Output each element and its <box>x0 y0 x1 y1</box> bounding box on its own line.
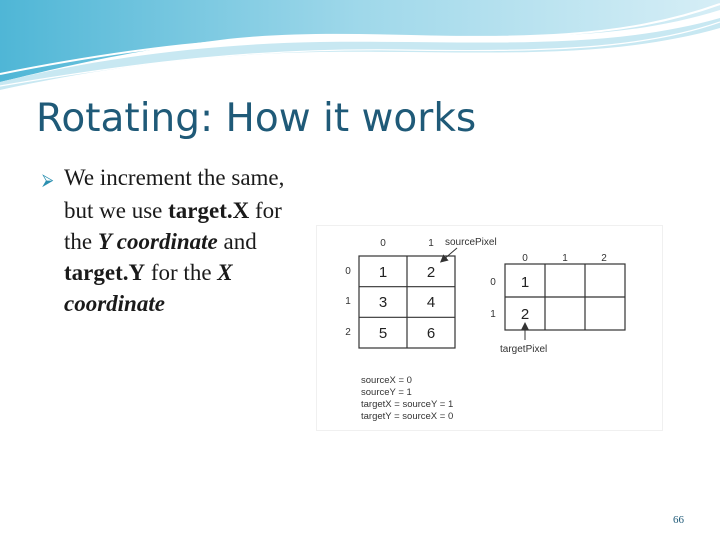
target-cell: 1 <box>520 274 530 291</box>
bullet-bold-target-x: target.X <box>168 198 250 223</box>
header-wave-decoration <box>0 0 720 90</box>
target-row-header: 0 <box>490 277 496 288</box>
bullet-text-segment: the <box>64 229 98 254</box>
bullet-line-2 <box>44 195 344 226</box>
equation-line: targetX = sourceY = 1 <box>361 399 454 410</box>
source-grid <box>345 238 455 348</box>
bullet-line-4 <box>44 257 344 288</box>
bullet-arrow-icon: ⮚ <box>42 170 54 189</box>
source-col-header: 1 <box>428 238 434 249</box>
source-cell: 2 <box>426 264 436 281</box>
page-number: 66 <box>673 514 684 526</box>
bullet-line-5 <box>44 288 344 319</box>
source-cell: 5 <box>378 325 388 342</box>
source-col-header: 0 <box>380 238 386 249</box>
source-cell: 3 <box>378 294 388 311</box>
target-col-header: 1 <box>562 253 568 264</box>
source-cell: 1 <box>378 264 388 281</box>
bullet-text-segment: and <box>217 229 257 254</box>
source-row-header: 2 <box>345 327 351 338</box>
source-row-header: 1 <box>345 296 351 307</box>
bullet-text-segment: but we use <box>64 198 169 223</box>
target-grid <box>490 253 625 330</box>
bullet-text-segment: for <box>249 198 282 223</box>
target-pixel-label: targetPixel <box>500 344 548 355</box>
source-cell: 6 <box>426 325 436 342</box>
bullet-line-1 <box>44 162 344 195</box>
equation-line: targetY = sourceX = 0 <box>361 411 454 422</box>
rotation-diagram-svg <box>317 226 664 432</box>
bullet-bold-italic-x: X <box>217 260 233 285</box>
bullet-line-1-text: We increment the same, <box>64 165 285 190</box>
source-pixel-label: sourcePixel <box>445 237 497 248</box>
bullet-line-3 <box>44 226 344 257</box>
target-row-header: 1 <box>490 309 496 320</box>
rotation-diagram <box>316 225 663 431</box>
target-col-header: 2 <box>601 253 607 264</box>
target-cell: 2 <box>520 306 530 323</box>
target-col-header: 0 <box>522 253 528 264</box>
bullet-bold-target-y: target.Y <box>64 260 146 285</box>
equation-line: sourceX = 0 <box>361 375 412 386</box>
slide-title: Rotating: How it works <box>36 96 477 141</box>
bullet-text-segment: for the <box>145 260 218 285</box>
source-cell: 4 <box>426 294 436 311</box>
source-row-header: 0 <box>345 266 351 277</box>
bullet-text <box>44 162 344 319</box>
equation-line: sourceY = 1 <box>361 387 412 398</box>
bullet-bold-italic-y-coordinate: Y coordinate <box>97 229 218 254</box>
bullet-bold-italic-coordinate: coordinate <box>64 291 165 316</box>
